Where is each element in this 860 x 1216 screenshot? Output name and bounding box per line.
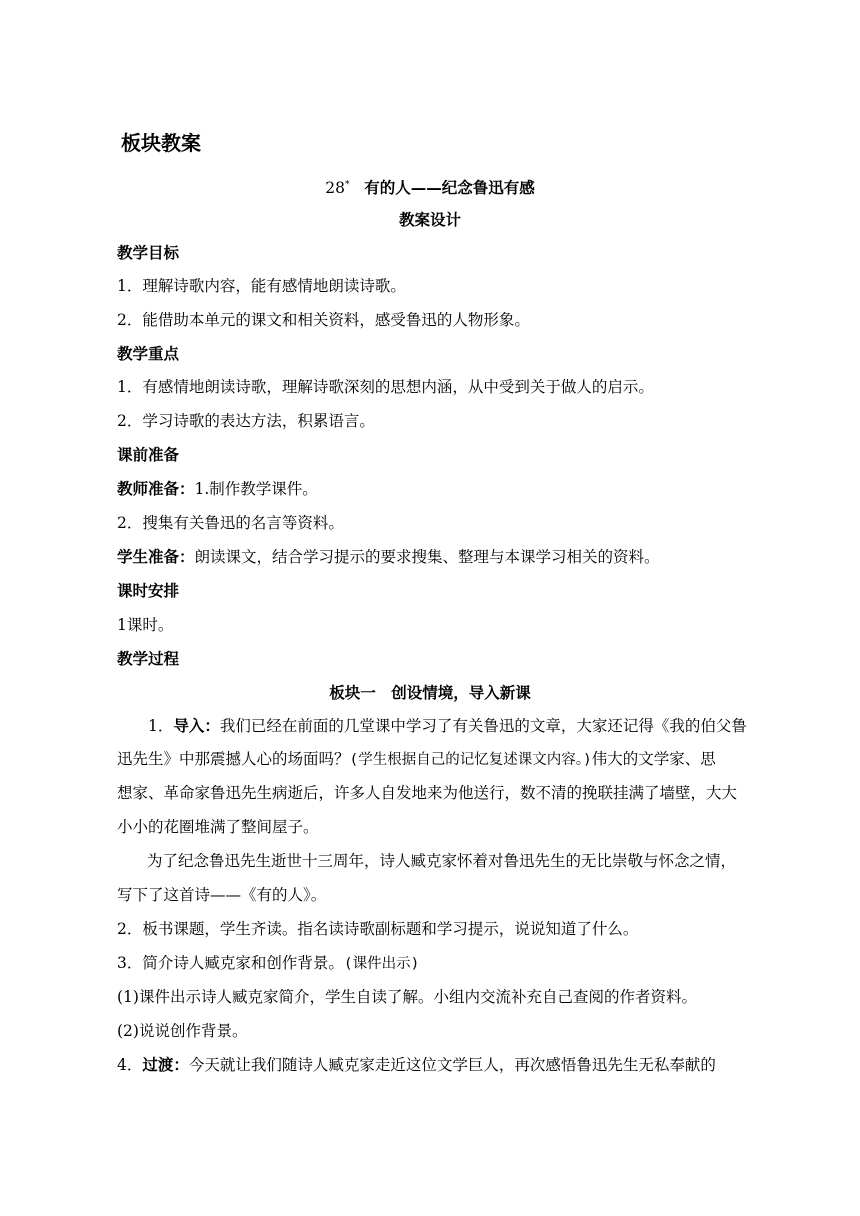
- step-4-number: 4．: [117, 1056, 143, 1074]
- intro-label: 导入：: [173, 717, 220, 735]
- teacher-prep-item: 2．搜集有关鲁迅的名言等资料。: [117, 514, 344, 532]
- student-prep-text: 朗读课文，结合学习提示的要求搜集、整理与本课学习相关的资料。: [194, 548, 660, 566]
- step-4-text: 今天就让我们随诗人臧克家走近这位文学巨人，再次感悟鲁迅先生无私奉献的: [188, 1056, 716, 1074]
- teacher-prep-line: [117, 478, 318, 500]
- student-prep-line: [117, 546, 660, 568]
- step-2: 2．板书课题，学生齐读。指名读诗歌副标题和学习提示，说说知道了什么。: [117, 920, 639, 938]
- objective-item: 2．能借助本单元的课文和相关资料，感受鲁迅的人物形象。: [117, 311, 530, 329]
- schedule-text: 1课时。: [117, 616, 174, 634]
- intro-aside: (学生根据自己的记忆复述课文内容。): [349, 752, 592, 768]
- design-heading: 教案设计: [398, 211, 461, 229]
- step-3-sub-1: (1)课件出示诗人臧克家简介，学生自读了解。小组内交流补充自己查阅的作者资料。: [117, 988, 697, 1006]
- lesson-number: 28: [325, 179, 345, 197]
- step-4-label: 过渡：: [142, 1056, 189, 1074]
- step-3-sub-2: (2)说说创作背景。: [117, 1022, 248, 1040]
- key-point-item: 2．学习诗歌的表达方法，积累语言。: [117, 412, 375, 430]
- schedule-heading: 课时安排: [117, 582, 180, 600]
- student-prep-label: 学生准备：: [117, 548, 195, 566]
- key-points-heading: 教学重点: [117, 345, 180, 363]
- intro-text: 伟大的文学家、思: [591, 750, 716, 768]
- intro-number: 1．: [148, 717, 174, 735]
- intro-line: 想家、革命家鲁迅先生病逝后，许多人自发地来为他送行，数不清的挽联挂满了墙壁，大大: [117, 784, 738, 802]
- lesson-mark: *: [344, 180, 350, 190]
- intro-line: [117, 748, 716, 771]
- teacher-prep-item: 1.制作教学课件。: [194, 480, 318, 498]
- intro-line: [117, 715, 747, 737]
- intro-line: 小小的花圈堆满了整间屋子。: [117, 818, 319, 836]
- block1-title: 板块一 创设情境，导入新课: [329, 684, 531, 702]
- para2-line: 为了纪念鲁迅先生逝世十三周年，诗人臧克家怀着对鲁迅先生的无比崇敬与怀念之情，: [147, 852, 737, 870]
- process-heading: 教学过程: [117, 650, 180, 668]
- step-3-aside: (课件出示): [343, 956, 420, 972]
- intro-text: 我们已经在前面的几堂课中学习了有关鲁迅的文章，大家还记得《我的伯父鲁: [219, 717, 747, 735]
- step-3-text: 3．简介诗人臧克家和创作背景。: [117, 954, 344, 972]
- para2-line: 写下了这首诗——《有的人》。: [117, 886, 327, 904]
- teacher-prep-label: 教师准备：: [117, 480, 195, 498]
- step-4: [117, 1054, 716, 1076]
- lesson-title-line: [0, 174, 860, 199]
- objectives-heading: 教学目标: [117, 244, 180, 262]
- document-title: 板块教案: [121, 131, 201, 155]
- step-3: [117, 952, 419, 975]
- lesson-title: 有的人——纪念鲁迅有感: [364, 179, 535, 197]
- prep-heading: 课前准备: [117, 446, 180, 464]
- objective-item: 1．理解诗歌内容，能有感情地朗读诗歌。: [117, 277, 406, 295]
- key-point-item: 1．有感情地朗读诗歌，理解诗歌深刻的思想内涵，从中受到关于做人的启示。: [117, 378, 654, 396]
- intro-text: 迅先生》中那震撼人心的场面吗？: [117, 750, 350, 768]
